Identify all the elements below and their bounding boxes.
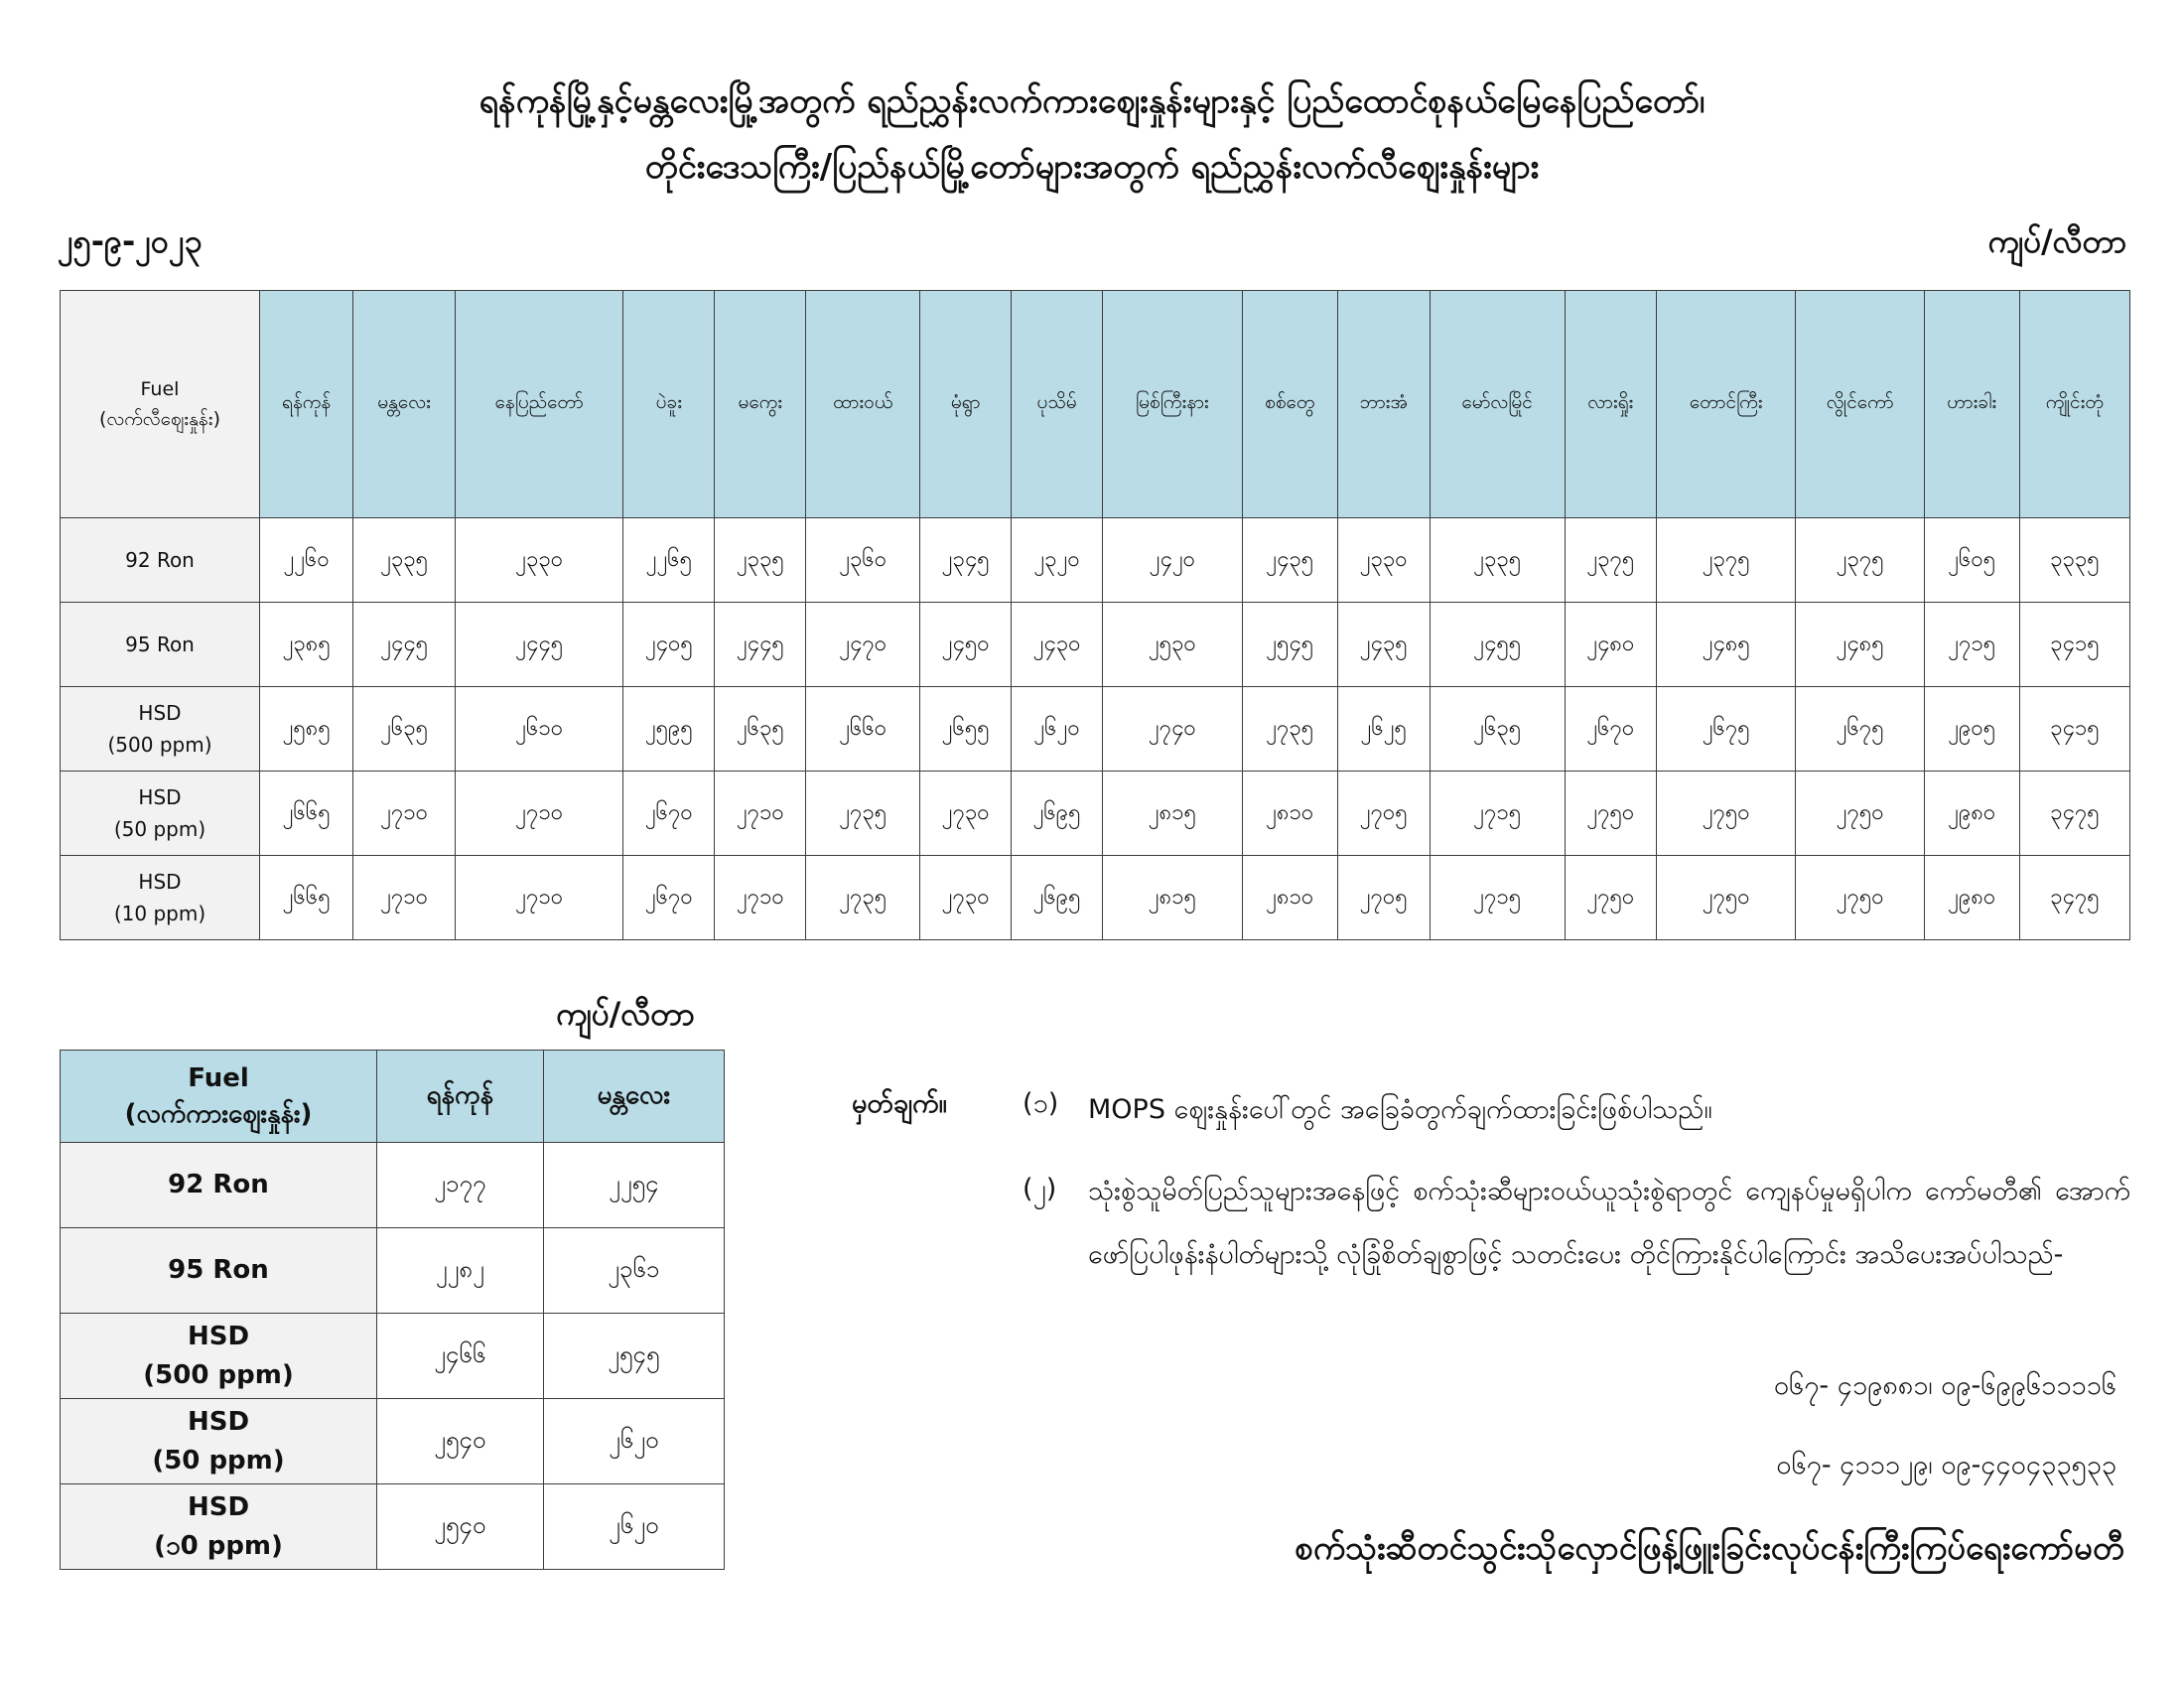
price-cell: ၂၅၃၀ bbox=[1103, 603, 1243, 687]
city-column-header: ပဲခူး bbox=[623, 291, 715, 518]
fuel-row-label bbox=[61, 1228, 377, 1314]
price-cell: ၂၃၆၀ bbox=[806, 518, 920, 603]
price-cell: ၂၆၇၀ bbox=[1565, 687, 1656, 772]
price-cell: ၂၆၂၅ bbox=[1337, 687, 1430, 772]
price-cell: ၂၆၃၅ bbox=[353, 687, 456, 772]
price-cell: ၂၅၄၀ bbox=[377, 1484, 544, 1570]
price-cell: ၂၃၃၀ bbox=[455, 518, 622, 603]
price-cell: ၂၇၀၅ bbox=[1337, 856, 1430, 940]
price-cell: ၂၇၅၀ bbox=[1796, 856, 1924, 940]
city-column-header: မုံရွာ bbox=[920, 291, 1012, 518]
price-cell: ၂၇၁၀ bbox=[455, 772, 622, 856]
price-cell: ၂၆၂၀ bbox=[1012, 687, 1103, 772]
price-cell: ၂၆၂၀ bbox=[543, 1484, 724, 1570]
fuel-type-name: HSD bbox=[138, 870, 182, 894]
fuel-row-label bbox=[61, 1399, 377, 1484]
price-cell: ၂၄၃၀ bbox=[1012, 603, 1103, 687]
price-cell: ၃၄၇၅ bbox=[2019, 772, 2129, 856]
price-cell: ၂၇၃၅ bbox=[806, 856, 920, 940]
price-cell: ၂၇၁၀ bbox=[715, 772, 806, 856]
fuel-header-sublabel: (လက်ကားဈေးနှုန်း) bbox=[124, 1099, 313, 1129]
price-cell: ၂၈၁၅ bbox=[1103, 772, 1243, 856]
price-cell: ၃၄၇၅ bbox=[2019, 856, 2129, 940]
city-column-header: နေပြည်တော် bbox=[455, 291, 622, 518]
price-cell: ၂၉၈၀ bbox=[1924, 772, 2019, 856]
fuel-type-grade: (50 ppm) bbox=[152, 1445, 285, 1476]
price-cell: ၂၆၇၀ bbox=[623, 856, 715, 940]
city-column-header: မန္တလေး bbox=[353, 291, 456, 518]
price-cell: ၂၆၇၀ bbox=[623, 772, 715, 856]
fuel-row-label bbox=[61, 772, 260, 856]
fuel-type-grade: (500 ppm) bbox=[107, 733, 212, 757]
price-cell: ၂၇၁၅ bbox=[1430, 772, 1565, 856]
fuel-type-name: HSD bbox=[138, 701, 182, 725]
price-cell: ၂၂၆၅ bbox=[623, 518, 715, 603]
price-cell: ၂၄၆၆ bbox=[377, 1314, 544, 1399]
city-column-header: ဘားအံ bbox=[1337, 291, 1430, 518]
unit-label-wholesale: ကျပ်/လီတာ bbox=[556, 995, 695, 1033]
price-cell: ၂၄၅၀ bbox=[920, 603, 1012, 687]
price-cell: ၂၆၉၅ bbox=[1012, 772, 1103, 856]
price-cell: ၂၅၉၅ bbox=[623, 687, 715, 772]
city-column-header: မန္တလေး bbox=[543, 1051, 724, 1143]
city-column-header: လွိုင်ကော် bbox=[1796, 291, 1924, 518]
price-cell: ၂၇၅၀ bbox=[1656, 856, 1796, 940]
price-cell: ၂၇၄၀ bbox=[1103, 687, 1243, 772]
price-cell: ၂၆၁၀ bbox=[455, 687, 622, 772]
wholesale-price-table bbox=[60, 1050, 725, 1570]
price-cell: ၂၅၄၅ bbox=[1242, 603, 1337, 687]
fuel-type-grade: (500 ppm) bbox=[143, 1359, 294, 1390]
city-column-header: တောင်ကြီး bbox=[1656, 291, 1796, 518]
price-cell: ၂၆၅၅ bbox=[920, 687, 1012, 772]
wholesale-table-header-row bbox=[61, 1051, 725, 1143]
retail-table-header-row bbox=[61, 291, 2130, 518]
price-cell: ၂၈၁၀ bbox=[1242, 772, 1337, 856]
price-cell: ၂၃၆၁ bbox=[543, 1228, 724, 1314]
price-cell: ၂၆၆၀ bbox=[806, 687, 920, 772]
price-cell: ၂၄၄၅ bbox=[455, 603, 622, 687]
page-title-line2: တိုင်းဒေသကြီး/ပြည်နယ်မြို့တော်များအတွက် ရည်ညွှန်းလက်လီဈေးနှုန်းများ bbox=[644, 147, 1540, 187]
committee-signature: စက်သုံးဆီတင်သွင်းသိုလှောင်ဖြန့်ဖြူးခြင်းလုပ်ငန်းကြီးကြပ်ရေးကော်မတီ bbox=[1295, 1528, 2124, 1567]
fuel-row-label bbox=[61, 1143, 377, 1228]
fuel-row-label bbox=[61, 1314, 377, 1399]
page-title-line1: ရန်ကုန်မြို့နှင့်မန္တလေးမြို့အတွက် ရည်ညွှန်းလက်ကားဈေးနှုန်းများနှင့် ပြည်ထောင်စုနယ်မြေနေပြည်တော်၊ bbox=[478, 81, 1706, 121]
notes-label: မှတ်ချက်။ bbox=[852, 1088, 947, 1119]
price-cell: ၂၃၇၅ bbox=[1656, 518, 1796, 603]
price-cell: ၂၃၇၅ bbox=[1796, 518, 1924, 603]
fuel-type-name: 95 Ron bbox=[168, 1255, 269, 1285]
city-column-header: ဟားခါး bbox=[1924, 291, 2019, 518]
price-cell: ၂၉၀၅ bbox=[1924, 687, 2019, 772]
price-cell: ၂၄၇၀ bbox=[806, 603, 920, 687]
fuel-header-label: Fuel bbox=[140, 377, 180, 400]
price-cell: ၂၇၃၀ bbox=[920, 856, 1012, 940]
date-label: ၂၅-၉-၂၀၂၃ bbox=[58, 222, 203, 260]
city-column-header: ကျိုင်းတုံ bbox=[2019, 291, 2129, 518]
price-cell: ၂၃၃၅ bbox=[715, 518, 806, 603]
price-cell: ၂၇၁၀ bbox=[455, 856, 622, 940]
price-cell: ၂၄၈၅ bbox=[1796, 603, 1924, 687]
city-column-header: ရန်ကုန် bbox=[260, 291, 353, 518]
price-cell: ၂၃၈၅ bbox=[260, 603, 353, 687]
price-cell: ၂၄၀၅ bbox=[623, 603, 715, 687]
price-cell: ၂၆၉၅ bbox=[1012, 856, 1103, 940]
price-cell: ၂၂၈၂ bbox=[377, 1228, 544, 1314]
price-cell: ၂၄၈၅ bbox=[1656, 603, 1796, 687]
fuel-type-name: 92 Ron bbox=[125, 548, 195, 572]
price-cell: ၂၇၀၅ bbox=[1337, 772, 1430, 856]
fuel-type-grade: (50 ppm) bbox=[113, 817, 206, 841]
price-cell: ၂၃၃၅ bbox=[1430, 518, 1565, 603]
fuel-row-label bbox=[61, 687, 260, 772]
phone-numbers-2: ၀၆၇- ၄၁၁၁၂၉၊ ၀၉-၄၄၀၄၃၃၅၃၃ bbox=[1776, 1450, 2116, 1480]
price-cell: ၂၄၄၅ bbox=[715, 603, 806, 687]
city-column-header: စစ်တွေ bbox=[1242, 291, 1337, 518]
price-cell: ၂၅၄၀ bbox=[377, 1399, 544, 1484]
fuel-type-name: HSD bbox=[187, 1321, 250, 1351]
price-cell: ၂၆၃၅ bbox=[715, 687, 806, 772]
fuel-row-label bbox=[61, 856, 260, 940]
price-cell: ၂၆၀၅ bbox=[1924, 518, 2019, 603]
price-cell: ၂၇၅၀ bbox=[1796, 772, 1924, 856]
price-cell: ၂၈၁၅ bbox=[1103, 856, 1243, 940]
city-column-header: မကွေး bbox=[715, 291, 806, 518]
fuel-type-name: 95 Ron bbox=[125, 633, 195, 656]
fuel-header-sublabel: (လက်လီဈေးနှုန်း) bbox=[98, 408, 221, 430]
price-cell: ၂၃၃၅ bbox=[353, 518, 456, 603]
table-row bbox=[61, 1484, 725, 1570]
fuel-header-label: Fuel bbox=[188, 1062, 249, 1093]
city-column-header: လားရှိုး bbox=[1565, 291, 1656, 518]
city-column-header: ရန်ကုန် bbox=[377, 1051, 544, 1143]
city-column-header: မြစ်ကြီးနား bbox=[1103, 291, 1243, 518]
price-cell: ၂၄၈၀ bbox=[1565, 603, 1656, 687]
price-cell: ၂၆၂၀ bbox=[543, 1399, 724, 1484]
table-row bbox=[61, 1143, 725, 1228]
price-cell: ၂၃၂၀ bbox=[1012, 518, 1103, 603]
price-cell: ၂၃၄၅ bbox=[920, 518, 1012, 603]
fuel-type-grade: (10 ppm) bbox=[113, 902, 206, 925]
price-cell: ၂၄၃၅ bbox=[1337, 603, 1430, 687]
price-cell: ၂၃၇၅ bbox=[1565, 518, 1656, 603]
price-cell: ၂၆၇၅ bbox=[1656, 687, 1796, 772]
note-2-text: သုံးစွဲသူမိတ်ပြည်သူများအနေဖြင့် စက်သုံးဆီများဝယ်ယူသုံးစွဲရာတွင် ကျေနပ်မှုမရှိပါက ကော်မတီ၏ အောက်ဖော်ပြပါဖုန်းနံပါတ်များသို့ လုံခြုံစိတ်ချစွာဖြင့် သတင်းပေး တိုင်ကြားနိုင်ပါကြောင်း အသိပေးအပ်ပါသည်- bbox=[1088, 1176, 2130, 1270]
fuel-type-name: HSD bbox=[187, 1406, 250, 1437]
price-cell: ၂၂၆၀ bbox=[260, 518, 353, 603]
fuel-column-header bbox=[61, 291, 260, 518]
city-column-header: ထားဝယ် bbox=[806, 291, 920, 518]
price-cell: ၂၆၆၅ bbox=[260, 856, 353, 940]
table-row bbox=[61, 1314, 725, 1399]
fuel-column-header bbox=[61, 1051, 377, 1143]
price-cell: ၂၃၃၀ bbox=[1337, 518, 1430, 603]
price-cell: ၂၆၇၅ bbox=[1796, 687, 1924, 772]
price-cell: ၂၄၃၅ bbox=[1242, 518, 1337, 603]
table-row bbox=[61, 772, 2130, 856]
table-row bbox=[61, 1228, 725, 1314]
price-cell: ၂၇၅၀ bbox=[1656, 772, 1796, 856]
note-2-number: (၂) bbox=[1023, 1174, 1057, 1204]
fuel-row-label bbox=[61, 603, 260, 687]
table-row bbox=[61, 687, 2130, 772]
price-cell: ၂၇၃၅ bbox=[1242, 687, 1337, 772]
price-cell: ၂၇၁၀ bbox=[715, 856, 806, 940]
note-1-text: MOPS ဈေးနှုန်းပေါ်တွင် အခြေခံတွက်ချက်ထားခြင်းဖြစ်ပါသည်။ bbox=[1088, 1094, 1712, 1125]
price-cell: ၃၄၁၅ bbox=[2019, 603, 2129, 687]
price-cell: ၂၂၅၄ bbox=[543, 1143, 724, 1228]
price-cell: ၂၅၈၅ bbox=[260, 687, 353, 772]
fuel-row-label bbox=[61, 1484, 377, 1570]
price-cell: ၂၇၁၅ bbox=[1924, 603, 2019, 687]
unit-label-retail: ကျပ်/လီတာ bbox=[1987, 222, 2126, 260]
price-cell: ၂၁၇၇ bbox=[377, 1143, 544, 1228]
price-cell: ၂၇၅၀ bbox=[1565, 772, 1656, 856]
price-cell: ၂၇၃၅ bbox=[806, 772, 920, 856]
price-cell: ၂၄၄၅ bbox=[353, 603, 456, 687]
price-cell: ၂၇၁၀ bbox=[353, 772, 456, 856]
phone-numbers-1: ၀၆၇- ၄၁၉၈၈၁၊ ၀၉-၆၉၉၆၁၁၁၁၆ bbox=[1773, 1370, 2116, 1401]
fuel-type-name: HSD bbox=[187, 1491, 250, 1522]
price-cell: ၂၄၂၀ bbox=[1103, 518, 1243, 603]
city-column-header: ပုသိမ် bbox=[1012, 291, 1103, 518]
price-cell: ၂၇၁၅ bbox=[1430, 856, 1565, 940]
price-cell: ၂၅၄၅ bbox=[543, 1314, 724, 1399]
price-cell: ၂၆၃၅ bbox=[1430, 687, 1565, 772]
price-cell: ၃၃၃၅ bbox=[2019, 518, 2129, 603]
price-cell: ၂၉၈၀ bbox=[1924, 856, 2019, 940]
city-column-header: မော်လမြိုင် bbox=[1430, 291, 1565, 518]
fuel-type-name: 92 Ron bbox=[168, 1170, 269, 1199]
note-1-number: (၁) bbox=[1023, 1088, 1059, 1119]
price-cell: ၂၇၁၀ bbox=[353, 856, 456, 940]
table-row bbox=[61, 518, 2130, 603]
fuel-type-grade: (၁0 ppm) bbox=[154, 1530, 283, 1561]
price-cell: ၂၇၃၀ bbox=[920, 772, 1012, 856]
price-cell: ၂၇၅၀ bbox=[1565, 856, 1656, 940]
retail-price-table bbox=[60, 290, 2130, 940]
table-row bbox=[61, 856, 2130, 940]
fuel-row-label bbox=[61, 518, 260, 603]
price-cell: ၃၄၁၅ bbox=[2019, 687, 2129, 772]
table-row bbox=[61, 603, 2130, 687]
fuel-type-name: HSD bbox=[138, 785, 182, 809]
price-cell: ၂၄၅၅ bbox=[1430, 603, 1565, 687]
price-cell: ၂၈၁၀ bbox=[1242, 856, 1337, 940]
table-row bbox=[61, 1399, 725, 1484]
price-cell: ၂၆၆၅ bbox=[260, 772, 353, 856]
